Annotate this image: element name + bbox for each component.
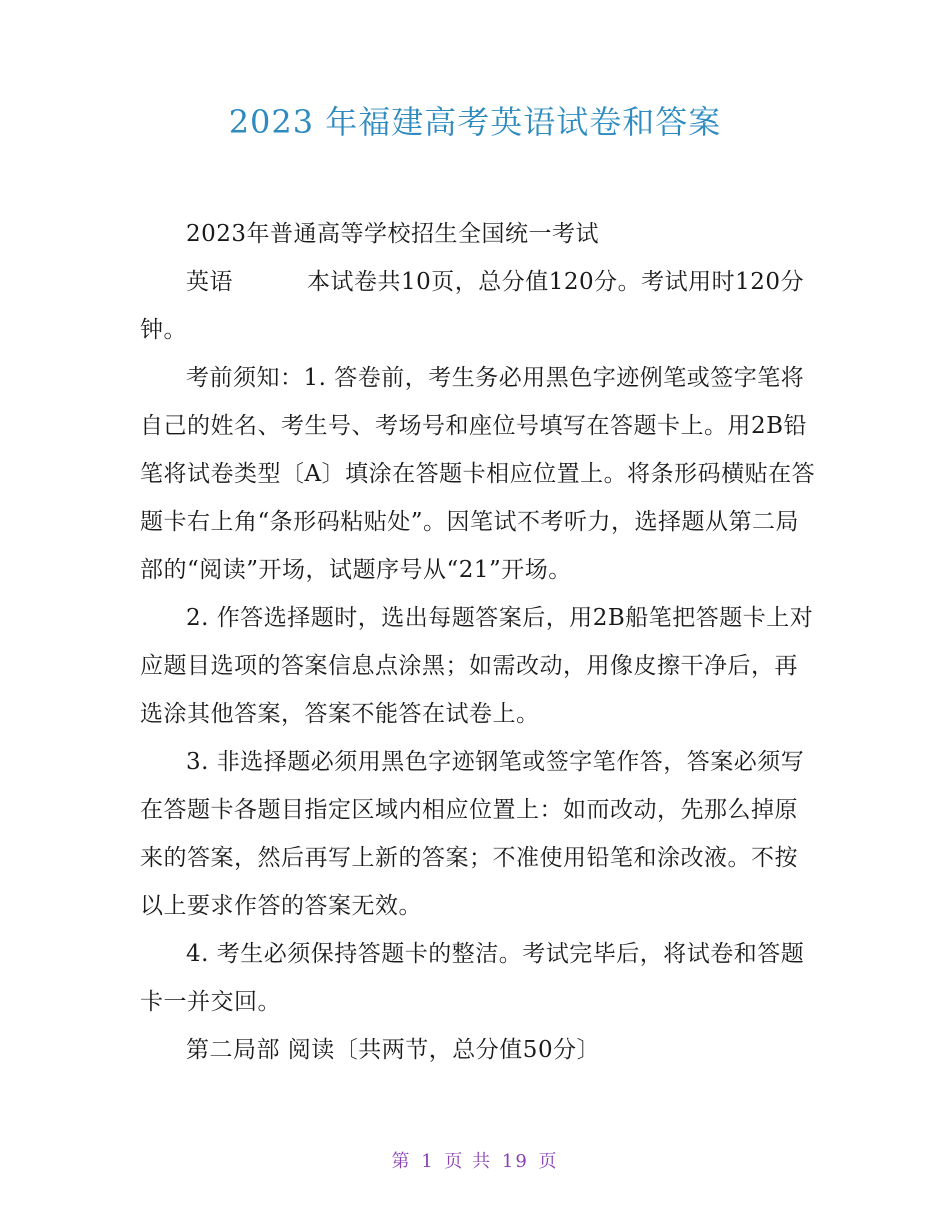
- subject-label: 英语: [186, 269, 233, 295]
- note-paragraph-4: 4. 考生必须保持答题卡的整洁。考试完毕后，将试卷和答题卡一并交回。: [140, 941, 805, 1015]
- footer-page-suffix: 页: [538, 1151, 559, 1172]
- document-title: 2023 年福建高考英语试卷和答案: [228, 103, 722, 141]
- footer-page-prefix: 第: [391, 1151, 412, 1172]
- exam-name-paragraph: 2023年普通高等学校招生全国统一考试: [186, 221, 600, 247]
- subject-info: 本试卷共10页，总分值120分。考试用时120分钟。: [140, 269, 805, 343]
- footer-current-page: 1: [421, 1151, 435, 1172]
- footer-total-pages: 19: [501, 1151, 529, 1172]
- section-heading: 第二局部 阅读〔共两节，总分值50分〕: [186, 1037, 601, 1063]
- note-paragraph-1: 考前须知：1. 答卷前，考生务必用黑色字迹例笔或签字笔将自己的姓名、考生号、考场号和座位号填写在答题卡上。用2B铅笔将试卷类型〔A〕填涂在答题卡相应位置上。将条形码横贴在答题卡右上角“条形码粘贴处”。因笔试不考听力，选择题从第二局部的“阅读”开场，试题序号从“21”开场。: [140, 365, 816, 583]
- note-paragraph-2: 2. 作答选择题时，选出每题答案后，用2B船笔把答题卡上对应题目选项的答案信息点涂黑；如需改动，用像皮擦干净后，再选涂其他答案，答案不能答在试卷上。: [140, 605, 814, 727]
- note-paragraph-3: 3. 非选择题必须用黑色字迹钢笔或签字笔作答，答案必须写在答题卡各题目指定区域内相应位置上：如而改动，先那么掉原来的答案，然后再写上新的答案；不准使用铅笔和涂改液。不按以上要求作答的答案无效。: [140, 749, 805, 919]
- page-footer: [0, 1148, 950, 1176]
- footer-page-mid: 页 共: [444, 1151, 493, 1172]
- subject-paragraph: [140, 258, 820, 354]
- document-body: [140, 210, 820, 1074]
